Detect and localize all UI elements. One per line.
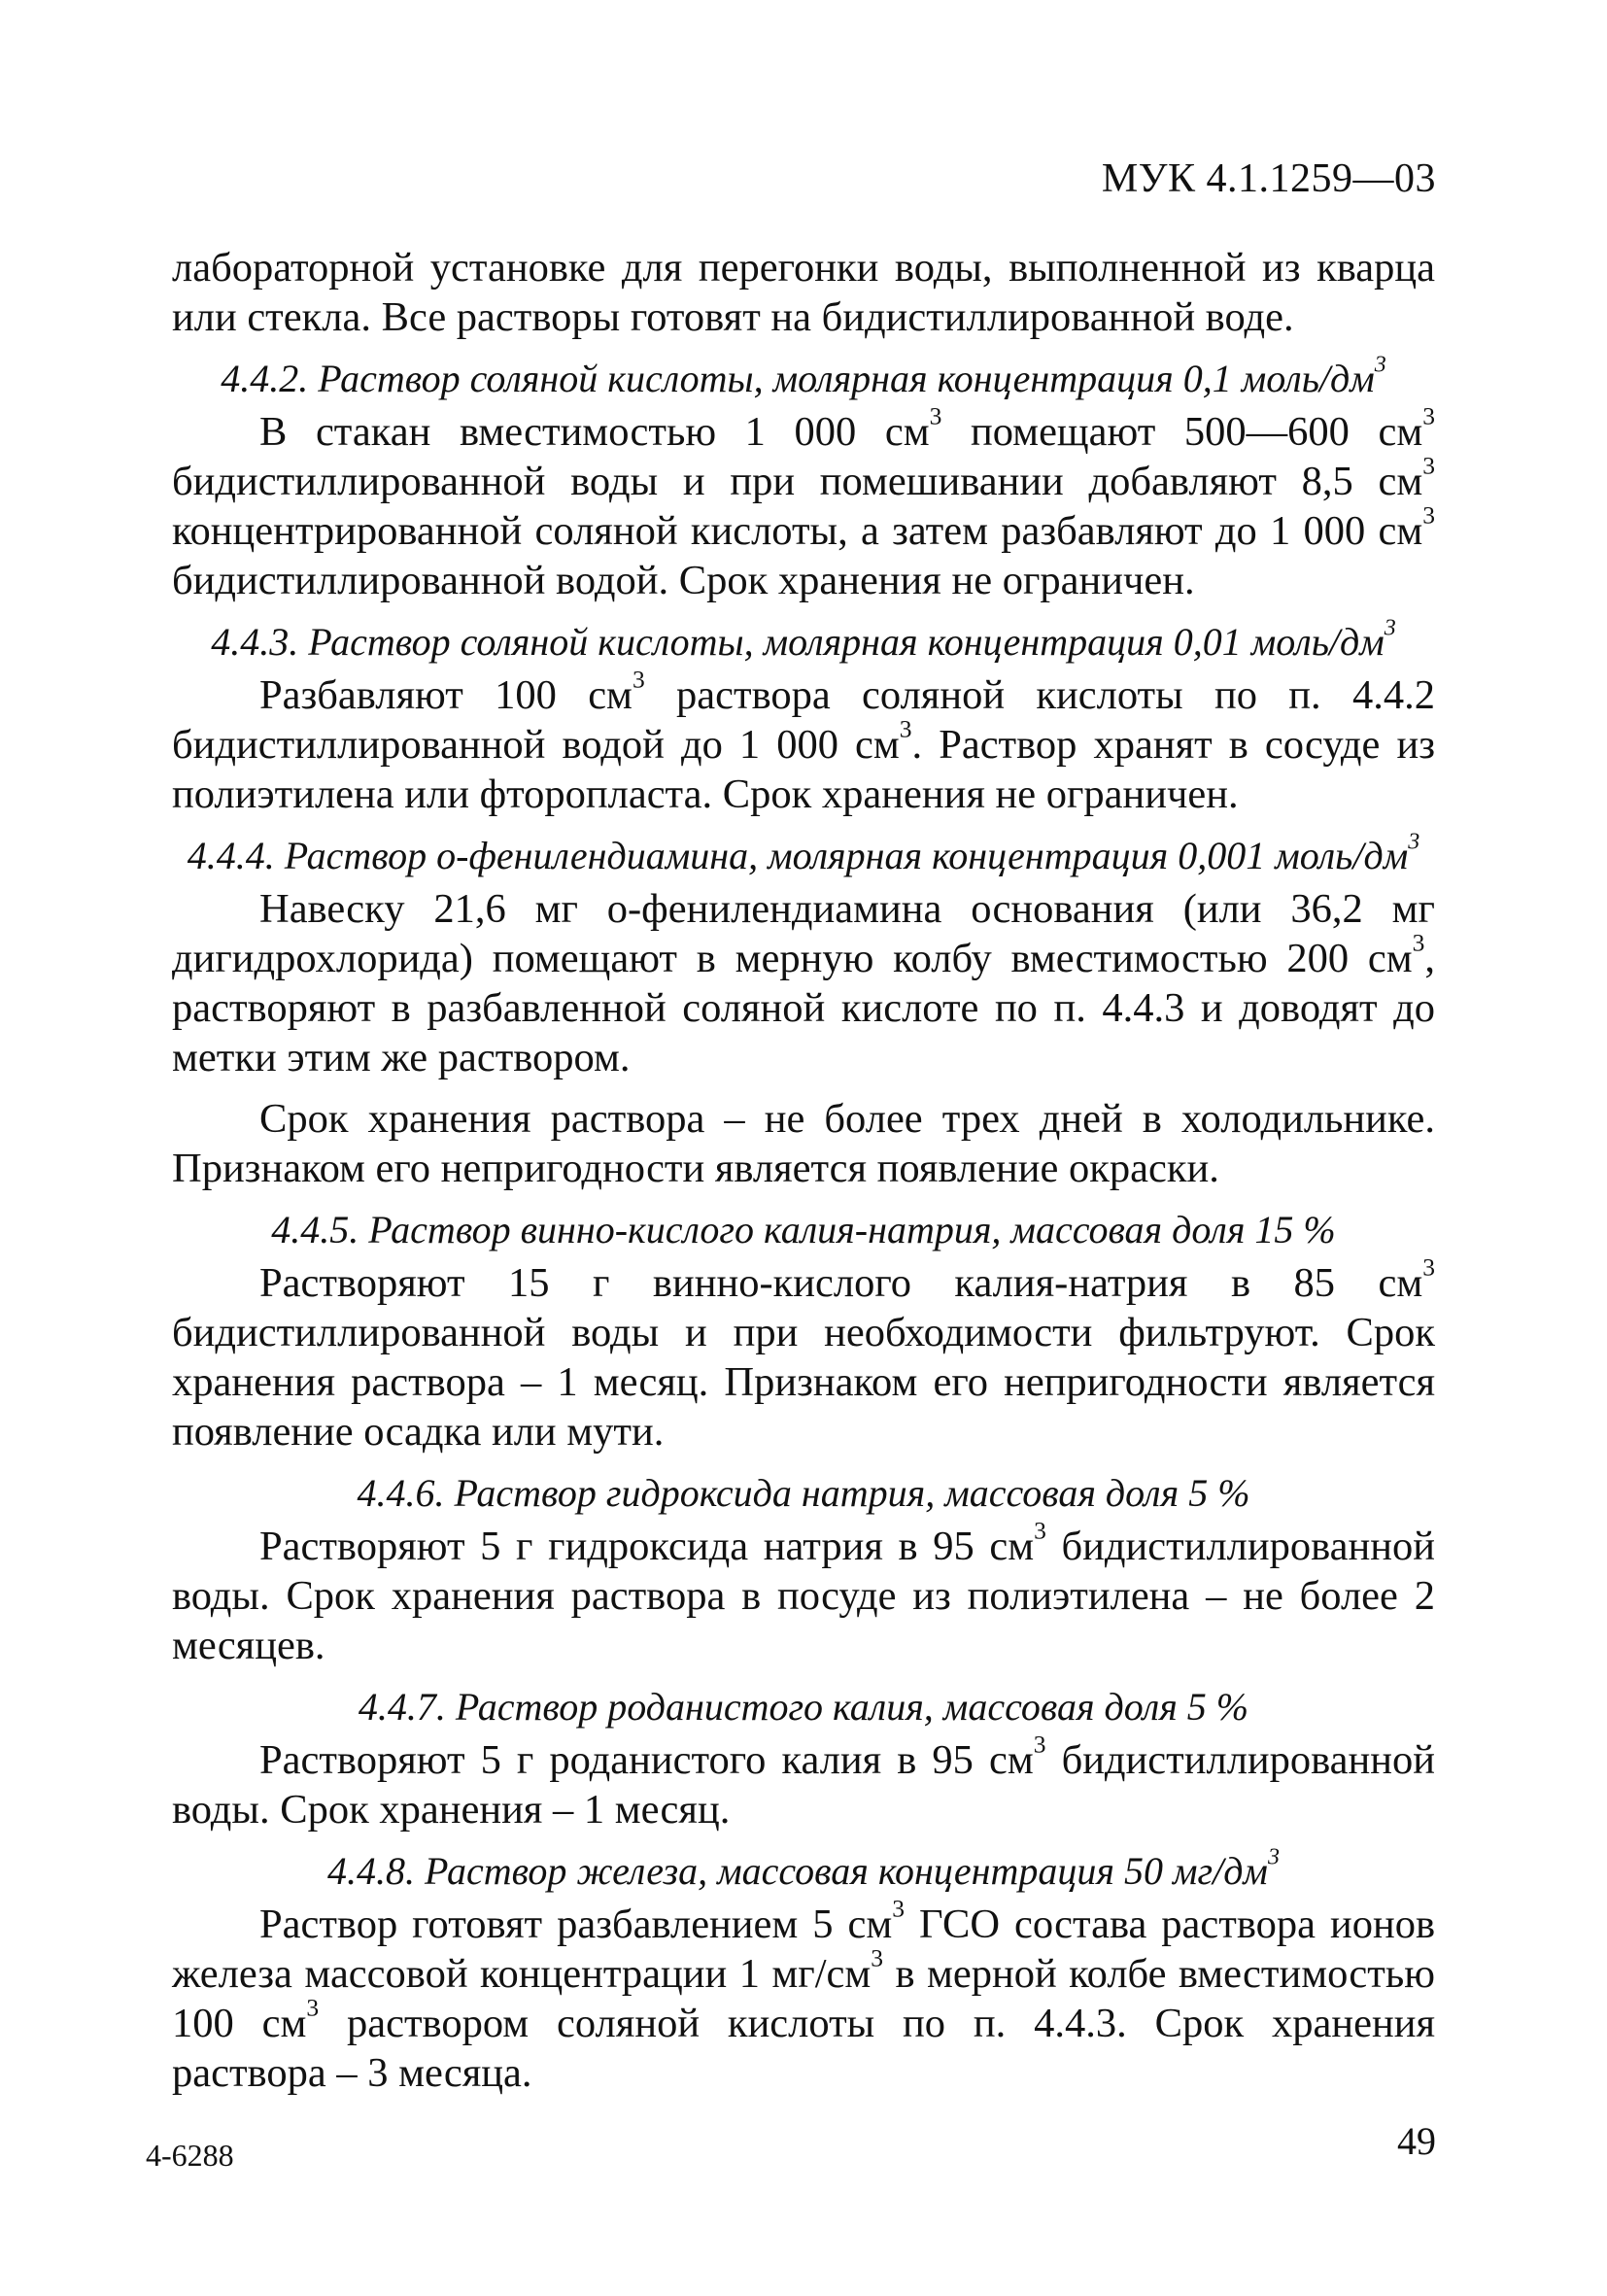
section-heading-4-4-7: 4.4.7. Раствор роданистого калия, массовая доля 5 %: [358, 1685, 1249, 1729]
section-paragraph: Разбавляют 100 $см^3$ раствора соляной кислоты по п. 4.4.2 бидистиллированной водой до 1 000 $см^3$. Раствор хранят в сосуде из полиэтилена или фторопласта. Срок хранения не ограничен.: [172, 665, 1435, 817]
section-paragraph: Раствор готовят разбавлением 5 $см^3$ ГСО состава раствора ионов железа массовой концентрации 1 $мг/см^3$ в мерной колбе вместимостью 100 $см^3$ раствором соляной кислоты по п. 4.4.3. Срок хранения раствора – 3 месяца.: [172, 1894, 1436, 2096]
section-heading-4-4-6: 4.4.6. Раствор гидроксида натрия, массовая доля 5 %: [357, 1471, 1250, 1515]
section-paragraph: Растворяют 5 г роданистого калия в 95 $см^3$ бидистиллированной воды. Срок хранения – 1 месяц.: [172, 1730, 1435, 1833]
section-heading-4-4-2: 4.4.2. Раствор соляной кислоты, молярная концентрация 0,1 моль/$дм^3$: [221, 352, 1386, 400]
section-heading-4-4-8: 4.4.8. Раствор железа, массовая концентрация 50 $мг/дм^3$: [327, 1844, 1280, 1893]
section-heading-4-4-4: 4.4.4. Раствор о-фенилендиамина, молярная концентрация 0,001 моль/$дм^3$: [187, 829, 1420, 877]
intro-paragraph: лабораторной установке для перегонки воды, выполненной из кварца или стекла. Все растворы готовят на бидистиллированной воде.: [172, 245, 1435, 340]
page-number: 49: [1397, 2119, 1436, 2163]
section-heading-4-4-3: 4.4.3. Раствор соляной кислоты, молярная концентрация 0,01 моль/$дм^3$: [211, 615, 1396, 664]
print-code: 4-6288: [146, 2138, 234, 2173]
section-paragraph: Срок хранения раствора – не более трех дней в холодильнике. Признаком его непригодности является появление окраски.: [172, 1096, 1435, 1191]
section-paragraph: Растворяют 15 г винно-кислого калия-натрия в 85 $см^3$ бидистиллированной воды и при необходимости фильтруют. Срок хранения раствора – 1 месяц. Признаком его непригодности является появление осадка или мути.: [172, 1252, 1435, 1455]
section-paragraph: Растворяют 5 г гидроксида натрия в 95 $см^3$ бидистиллированной воды. Срок хранения раствора в посуде из полиэтилена – не более 2 месяцев.: [172, 1516, 1435, 1668]
document-body: [172, 243, 1435, 2098]
document-code: МУК 4.1.1259—03: [1101, 156, 1436, 201]
section-paragraph: В стакан вместимостью 1 000 $см^3$ помещают 500—600 $см^3$ бидистиллированной воды и при помешивании добавляют 8,5 $см^3$ концентрированной соляной кислоты, а затем разбавляют до 1 000 $см^3$ бидистиллированной водой. Срок хранения не ограничен.: [172, 401, 1435, 603]
section-paragraph: Навеску 21,6 мг о-фенилендиамина основания (или 36,2 мг дигидрохлорида) помещают в мерную колбу вместимостью 200 $см^3$, растворяют в разбавленной соляной кислоте по п. 4.4.3 и доводят до метки этим же раствором.: [172, 886, 1435, 1080]
section-heading-4-4-5: 4.4.5. Раствор винно-кислого калия-натрия, массовая доля 15 %: [271, 1208, 1336, 1251]
